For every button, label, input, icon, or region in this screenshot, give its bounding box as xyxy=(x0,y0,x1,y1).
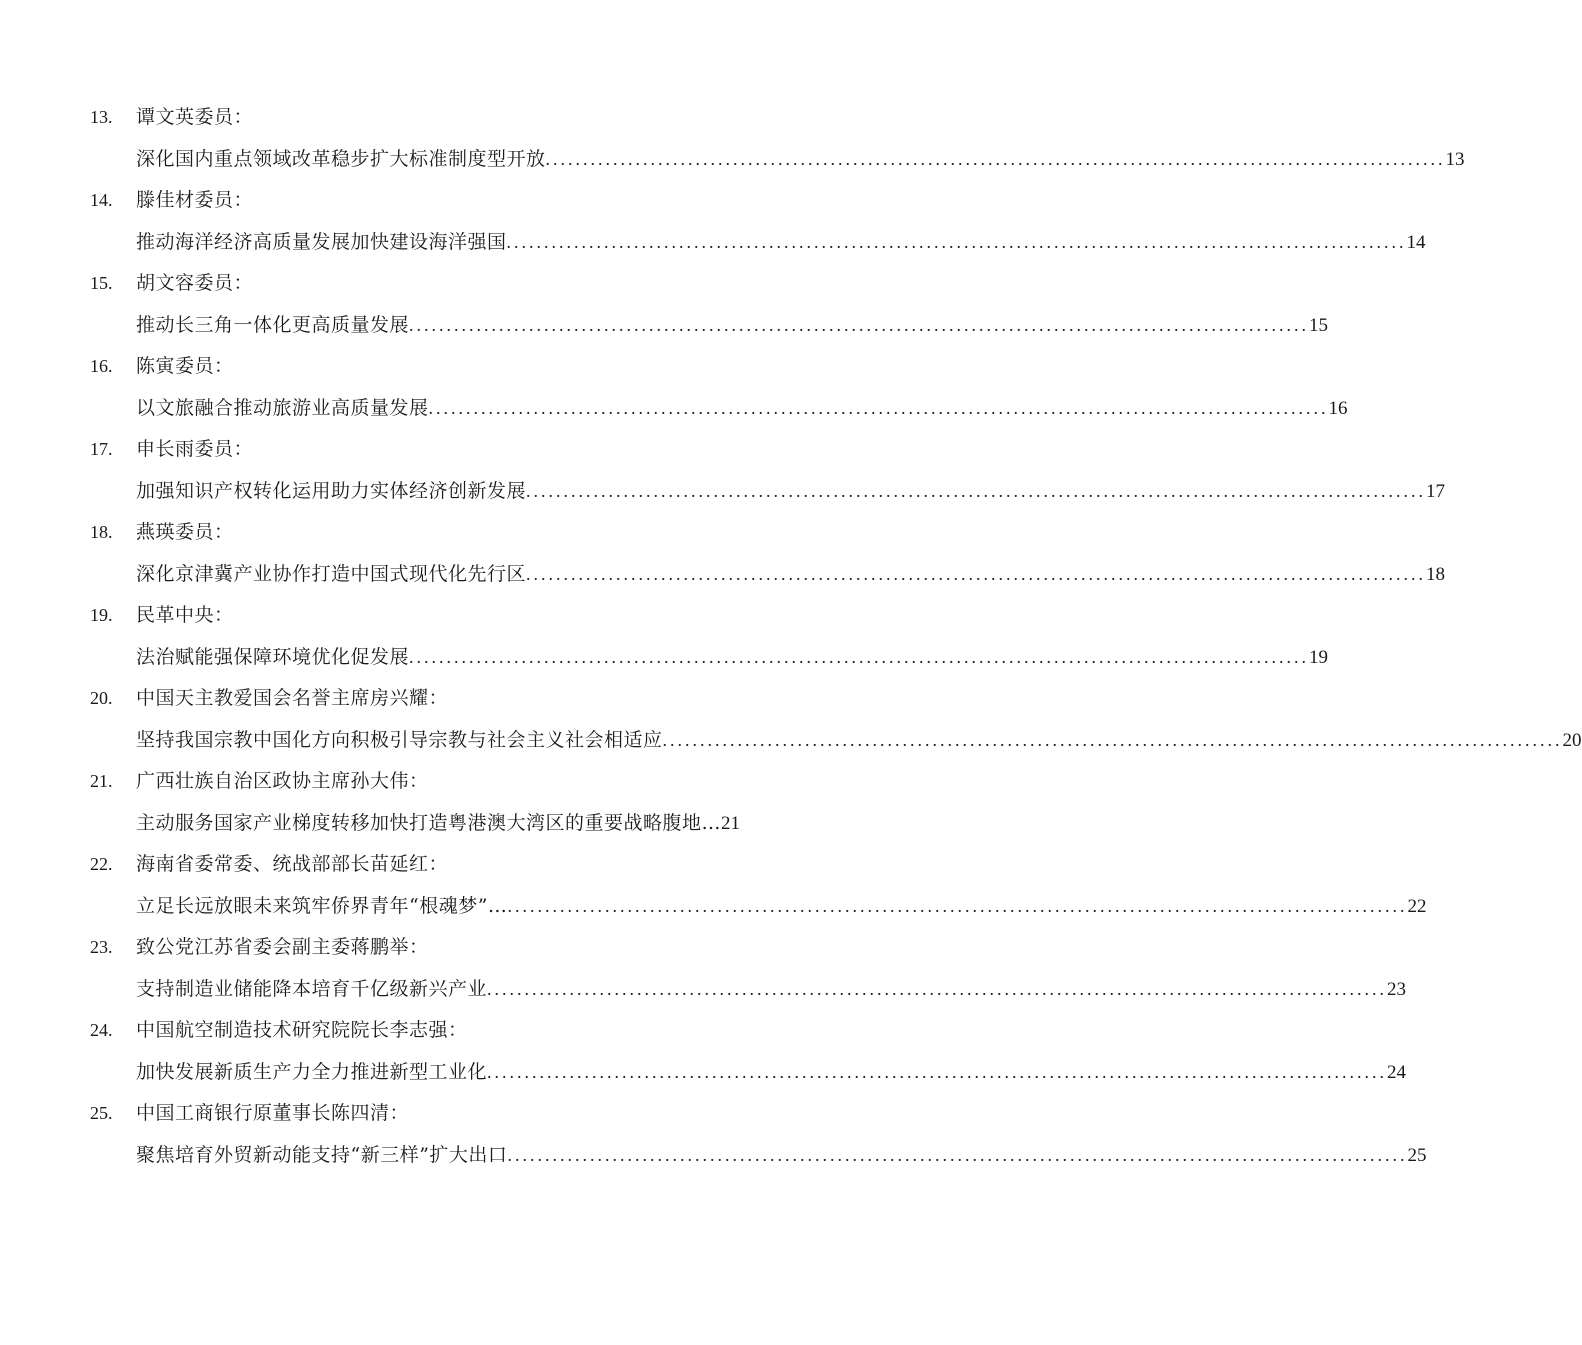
dot-leader: ........................................................................................................................ xyxy=(526,563,1427,584)
speaker-name: 中国航空制造技术研究院院长李志强： xyxy=(136,1019,468,1041)
dot-leader: ........................................................................................................................ xyxy=(545,148,1446,169)
speaker-name: 燕瑛委员： xyxy=(136,521,234,543)
entry-number: 21. xyxy=(90,771,113,791)
dot-leader: ........................................................................................................................ xyxy=(409,646,1310,667)
entry-title: 深化国内重点领域改革稳步扩大标准制度型开放 xyxy=(136,147,546,170)
entry-title: 支持制造业储能降本培育千亿级新兴产业 xyxy=(136,977,488,1000)
entry-title: 聚焦培育外贸新动能支持“新三样”扩大出口 xyxy=(136,1143,508,1166)
entry-number: 23. xyxy=(90,937,113,957)
speaker-name: 中国工商银行原董事长陈四清： xyxy=(136,1102,410,1124)
page-number: 17 xyxy=(1426,480,1446,502)
speaker-line xyxy=(90,595,860,637)
speaker-name: 滕佳材委员： xyxy=(136,189,254,211)
speaker-line xyxy=(90,512,860,554)
entry-number: 15. xyxy=(90,273,113,293)
dot-leader: ........................................................................................................................ xyxy=(662,729,1563,750)
speaker-line xyxy=(90,1093,860,1135)
speaker-name: 陈寅委员： xyxy=(136,355,234,377)
toc-entry xyxy=(90,429,1446,512)
dot-leader: ........................................................................................................................ xyxy=(409,314,1310,335)
speaker-name: 谭文英委员： xyxy=(136,106,254,128)
entry-title: 深化京津冀产业协作打造中国式现代化先行区 xyxy=(136,562,527,585)
dot-leader: ........................................................................................................................ xyxy=(487,978,1388,999)
speaker-name: 申长雨委员： xyxy=(136,438,254,460)
entry-number: 16. xyxy=(90,356,113,376)
entry-title: 以文旅融合推动旅游业高质量发展 xyxy=(136,396,429,419)
entry-title: 加快发展新质生产力全力推进新型工业化 xyxy=(136,1060,488,1083)
speaker-line xyxy=(90,263,860,305)
page-number: 23 xyxy=(1387,978,1407,1000)
speaker-line xyxy=(90,761,860,803)
page-number: 22 xyxy=(1407,895,1427,917)
toc-link[interactable] xyxy=(90,554,1446,596)
speaker-line xyxy=(90,180,860,222)
toc-link[interactable] xyxy=(90,803,860,845)
toc-entry xyxy=(90,1093,1427,1176)
page-number: 25 xyxy=(1407,1144,1427,1166)
speaker-name: 广西壮族自治区政协主席孙大伟： xyxy=(136,770,429,792)
dot-leader: ........................................................................................................................ xyxy=(526,480,1427,501)
dot-leader: ........................................................................................................................ xyxy=(507,1144,1408,1165)
entry-number: 17. xyxy=(90,439,113,459)
entry-number: 20. xyxy=(90,688,113,708)
entry-title: 推动海洋经济高质量发展加快建设海洋强国 xyxy=(136,230,507,253)
toc-link[interactable] xyxy=(90,305,1329,347)
speaker-line xyxy=(90,678,860,720)
speaker-name: 中国天主教爱国会名誉主席房兴耀： xyxy=(136,687,449,709)
dot-leader: ........................................................................................................................ xyxy=(487,1061,1388,1082)
entry-number: 19. xyxy=(90,605,113,625)
entry-number: 13. xyxy=(90,107,113,127)
toc-link[interactable] xyxy=(90,1135,1427,1177)
toc-entry xyxy=(90,97,1465,180)
entry-title: 主动服务国家产业梯度转移加快打造粤港澳大湾区的重要战略腹地… xyxy=(136,811,722,834)
speaker-name: 致公党江苏省委会副主委蒋鹏举： xyxy=(136,936,429,958)
toc-entry xyxy=(90,595,1329,678)
toc-entry xyxy=(90,678,1582,761)
page-number: 19 xyxy=(1309,646,1329,668)
entry-title: 坚持我国宗教中国化方向积极引导宗教与社会主义社会相适应 xyxy=(136,728,663,751)
toc-entry xyxy=(90,761,860,844)
speaker-name: 胡文容委员： xyxy=(136,272,254,294)
entry-title: 立足长远放眼未来筑牢侨界青年“根魂梦”… xyxy=(136,894,508,917)
toc-entry xyxy=(90,512,1446,595)
entry-title: 法治赋能强保障环境优化促发展 xyxy=(136,645,410,668)
speaker-line xyxy=(90,346,860,388)
entry-number: 18. xyxy=(90,522,113,542)
toc-link[interactable] xyxy=(90,388,1348,430)
entry-number: 22. xyxy=(90,854,113,874)
entry-title: 推动长三角一体化更高质量发展 xyxy=(136,313,410,336)
toc-link[interactable] xyxy=(90,139,1465,181)
table-of-contents xyxy=(90,97,1582,1176)
page-number: 24 xyxy=(1387,1061,1407,1083)
toc-entry xyxy=(90,346,1348,429)
speaker-line xyxy=(90,1010,860,1052)
toc-link[interactable] xyxy=(90,969,1407,1011)
toc-link[interactable] xyxy=(90,720,1582,762)
speaker-name: 海南省委常委、统战部部长苗延红： xyxy=(136,853,449,875)
dot-leader: ........................................................................................................................ xyxy=(428,397,1329,418)
toc-entry xyxy=(90,180,1426,263)
page-number: 16 xyxy=(1328,397,1348,419)
speaker-name: 民革中央： xyxy=(136,604,234,626)
toc-entry xyxy=(90,263,1329,346)
toc-link[interactable] xyxy=(90,471,1446,513)
entry-number: 25. xyxy=(90,1103,113,1123)
toc-entry xyxy=(90,927,1407,1010)
toc-link[interactable] xyxy=(90,1052,1407,1094)
page-number: 18 xyxy=(1426,563,1446,585)
speaker-line xyxy=(90,844,860,886)
speaker-line xyxy=(90,97,860,139)
page-number: 13 xyxy=(1445,148,1465,170)
toc-entry xyxy=(90,844,1427,927)
toc-link[interactable] xyxy=(90,222,1426,264)
entry-number: 14. xyxy=(90,190,113,210)
page-number: 20 xyxy=(1562,729,1582,751)
toc-entry xyxy=(90,1010,1407,1093)
page-number: 21 xyxy=(721,812,741,834)
page-number: 15 xyxy=(1309,314,1329,336)
toc-link[interactable] xyxy=(90,886,1427,928)
speaker-line xyxy=(90,927,860,969)
dot-leader: ........................................................................................................................ xyxy=(507,895,1408,916)
entry-number: 24. xyxy=(90,1020,113,1040)
dot-leader: ........................................................................................................................ xyxy=(506,231,1407,252)
page-number: 14 xyxy=(1406,231,1426,253)
toc-link[interactable] xyxy=(90,637,1329,679)
speaker-line xyxy=(90,429,860,471)
entry-title: 加强知识产权转化运用助力实体经济创新发展 xyxy=(136,479,527,502)
